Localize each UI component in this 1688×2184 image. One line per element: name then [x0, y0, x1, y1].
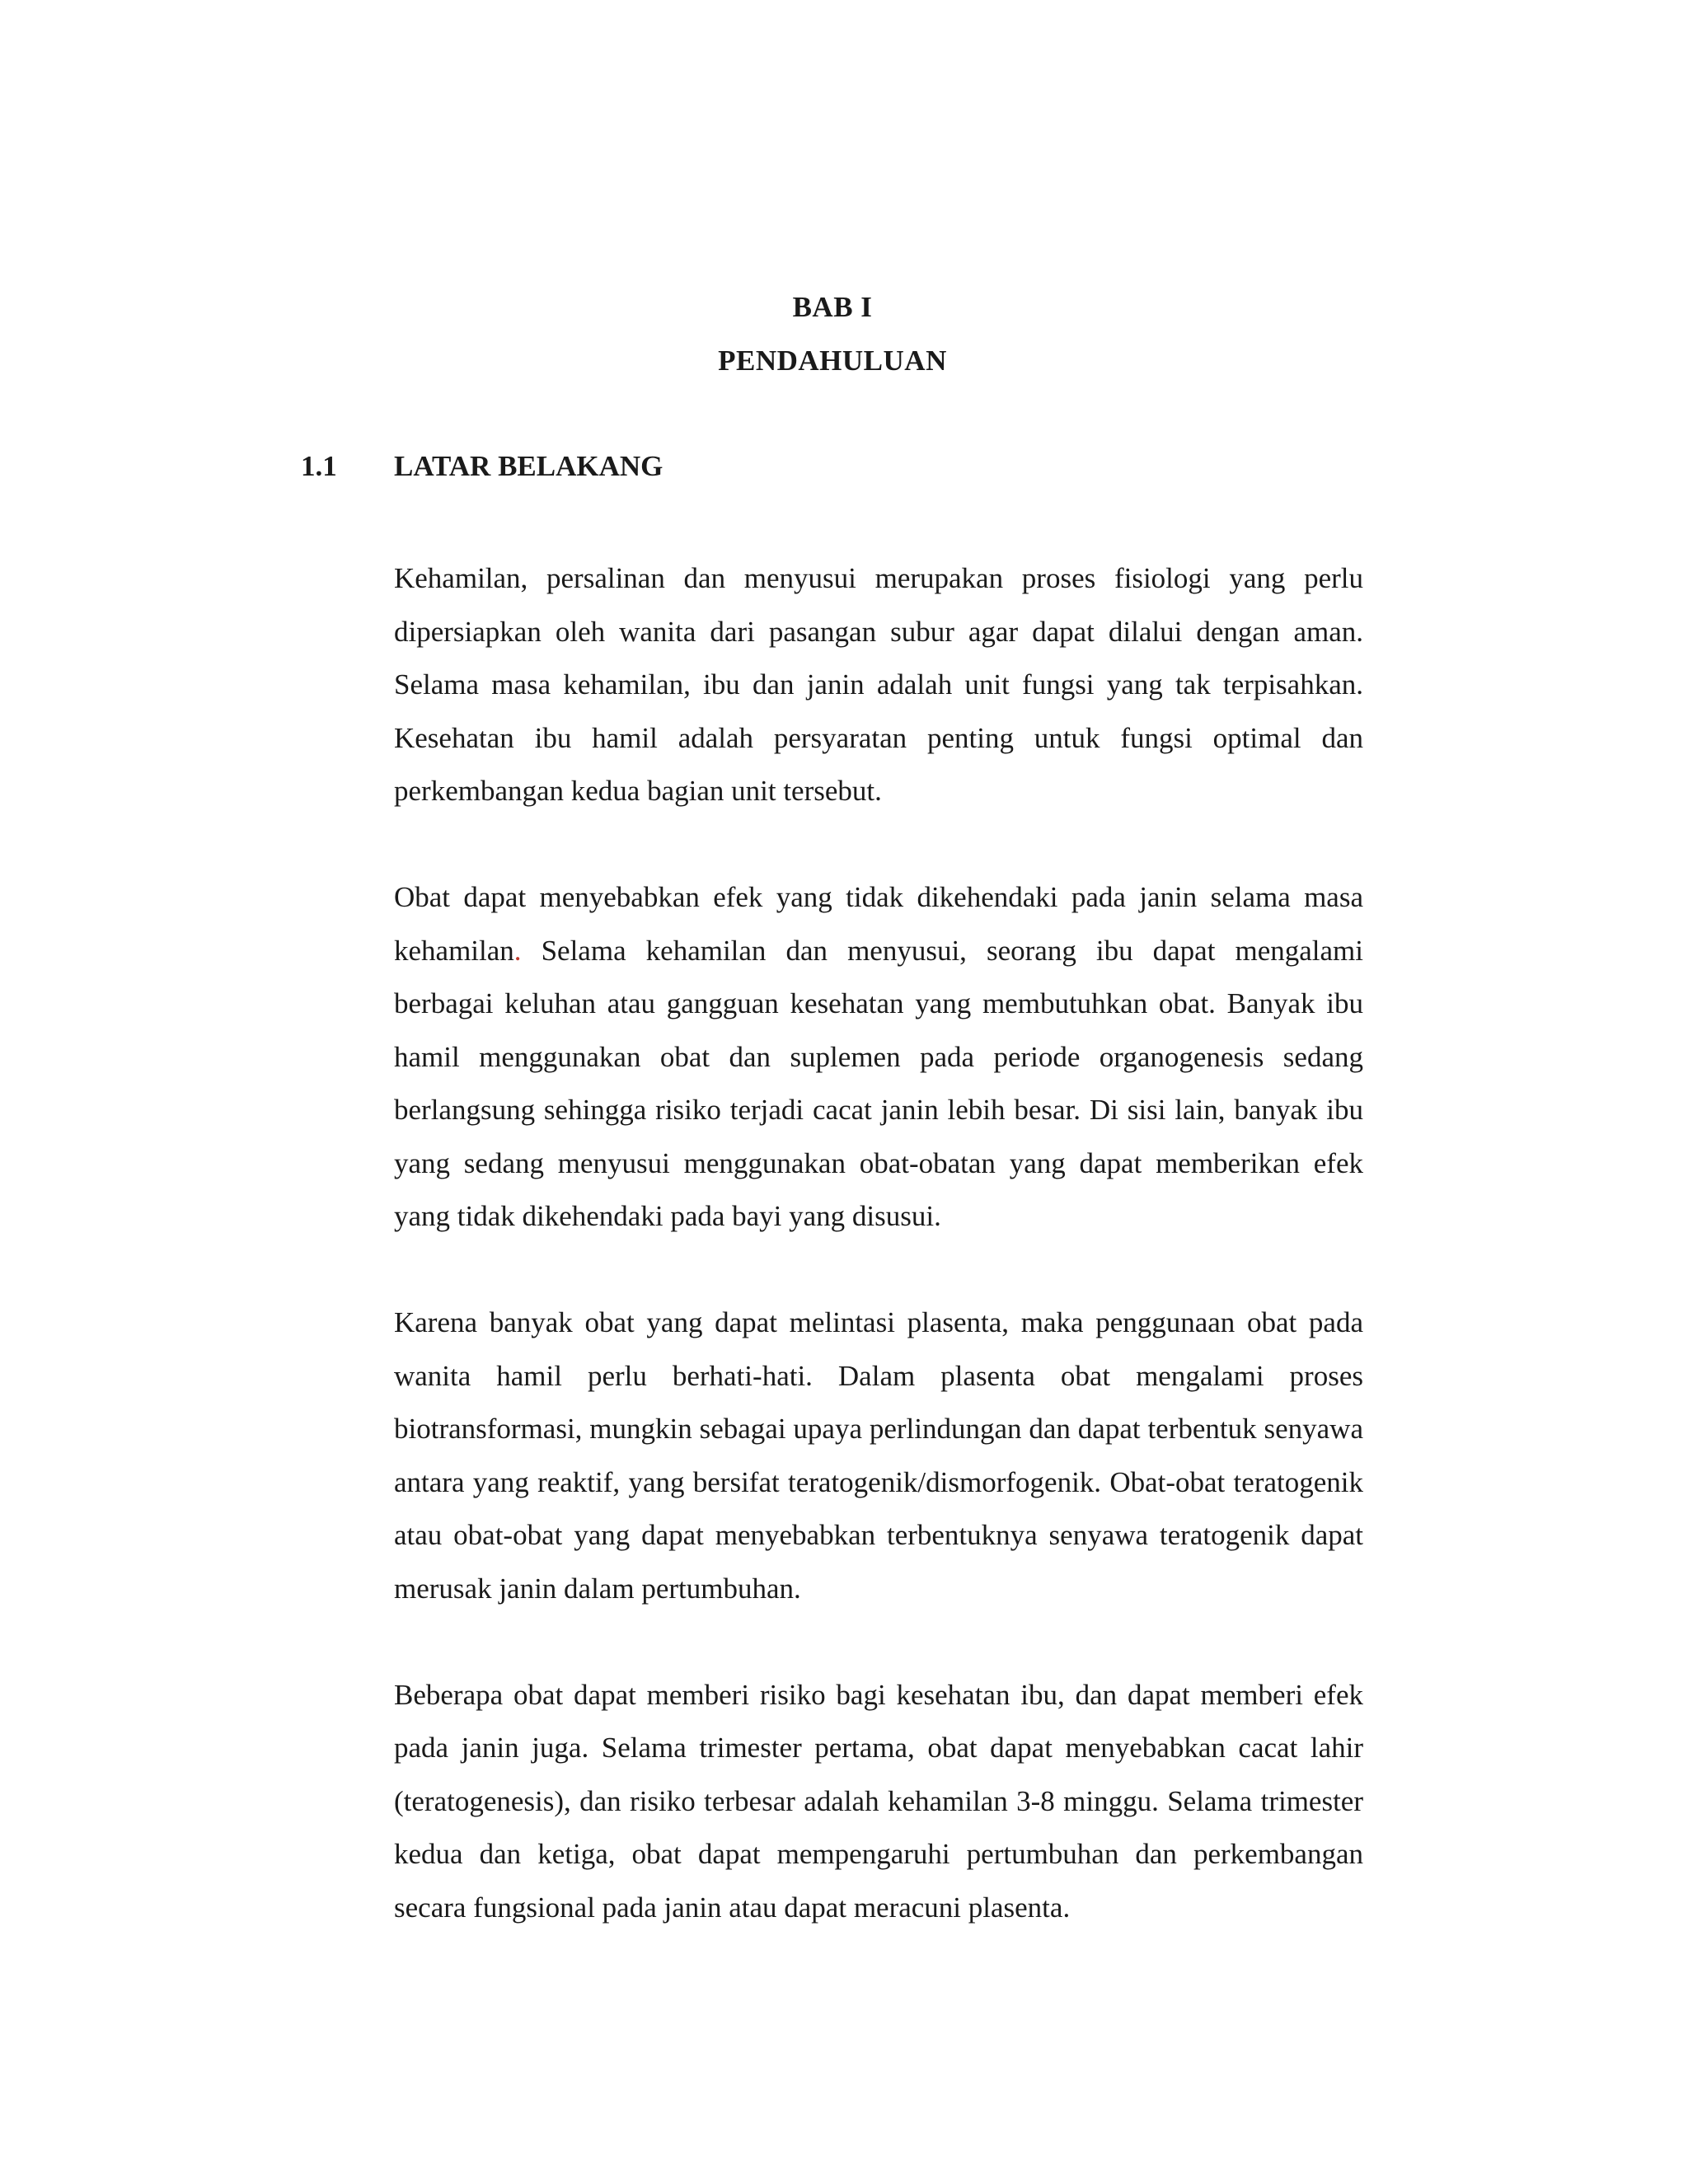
chapter-title: PENDAHULUAN	[718, 344, 947, 377]
section-heading	[301, 450, 663, 483]
paragraph-2	[394, 871, 1363, 1244]
paragraph-2-rest: Selama kehamilan dan menyusui, seorang ibu dapat mengalami berbagai keluhan atau gangguan kesehatan yang membutuhkan obat. Banyak ibu hamil menggunakan obat dan suplemen pada periode organogenesis sedang berlangsung sehingga risiko terjadi cacat janin lebih besar. Di sisi lain, banyak ibu yang sedang menyusui menggunakan obat-obatan yang dapat memberikan efek yang tidak dikehendaki pada bayi yang disusui.	[394, 934, 1363, 1232]
section-title: LATAR BELAKANG	[394, 450, 663, 482]
paragraph-1: Kehamilan, persalinan dan menyusui merupakan proses fisiologi yang perlu dipersiapkan oleh wanita dari pasangan subur agar dapat dilalui dengan aman. Selama masa kehamilan, ibu dan janin adalah unit fungsi yang tak terpisahkan. Kesehatan ibu hamil adalah persyaratan penting untuk fungsi optimal dan perkembangan kedua bagian unit tersebut.	[394, 562, 1363, 807]
highlighted-period: .	[513, 934, 522, 967]
paragraph-3: Karena banyak obat yang dapat melintasi plasenta, maka penggunaan obat pada wanita hamil perlu berhati-hati. Dalam plasenta obat mengalami proses biotransformasi, mungkin sebagai upaya perlindungan dan dapat terbentuk senyawa antara yang reaktif, yang bersifat teratogenik/dismorfogenik. Obat-obat teratogenik atau obat-obat yang dapat menyebabkan terbentuknya senyawa teratogenik dapat merusak janin dalam pertumbuhan.	[394, 1306, 1363, 1605]
chapter-number: BAB I	[792, 291, 873, 323]
body-text	[394, 552, 1363, 1988]
section-number: 1.1	[301, 450, 337, 482]
paragraph-4: Beberapa obat dapat memberi risiko bagi kesehatan ibu, dan dapat memberi efek pada janin juga. Selama trimester pertama, obat dapat menyebabkan cacat lahir (teratogenesis), dan risiko terbesar adalah kehamilan 3-8 minggu. Selama trimester kedua dan ketiga, obat dapat mempengaruhi pertumbuhan dan perkembangan secara fungsional pada janin atau dapat meracuni plasenta.	[394, 1678, 1363, 1924]
paragraph-2-start: Obat dapat menyebabkan efek yang tidak dikehendaki pada janin selama masa kehamilan	[394, 881, 1363, 967]
